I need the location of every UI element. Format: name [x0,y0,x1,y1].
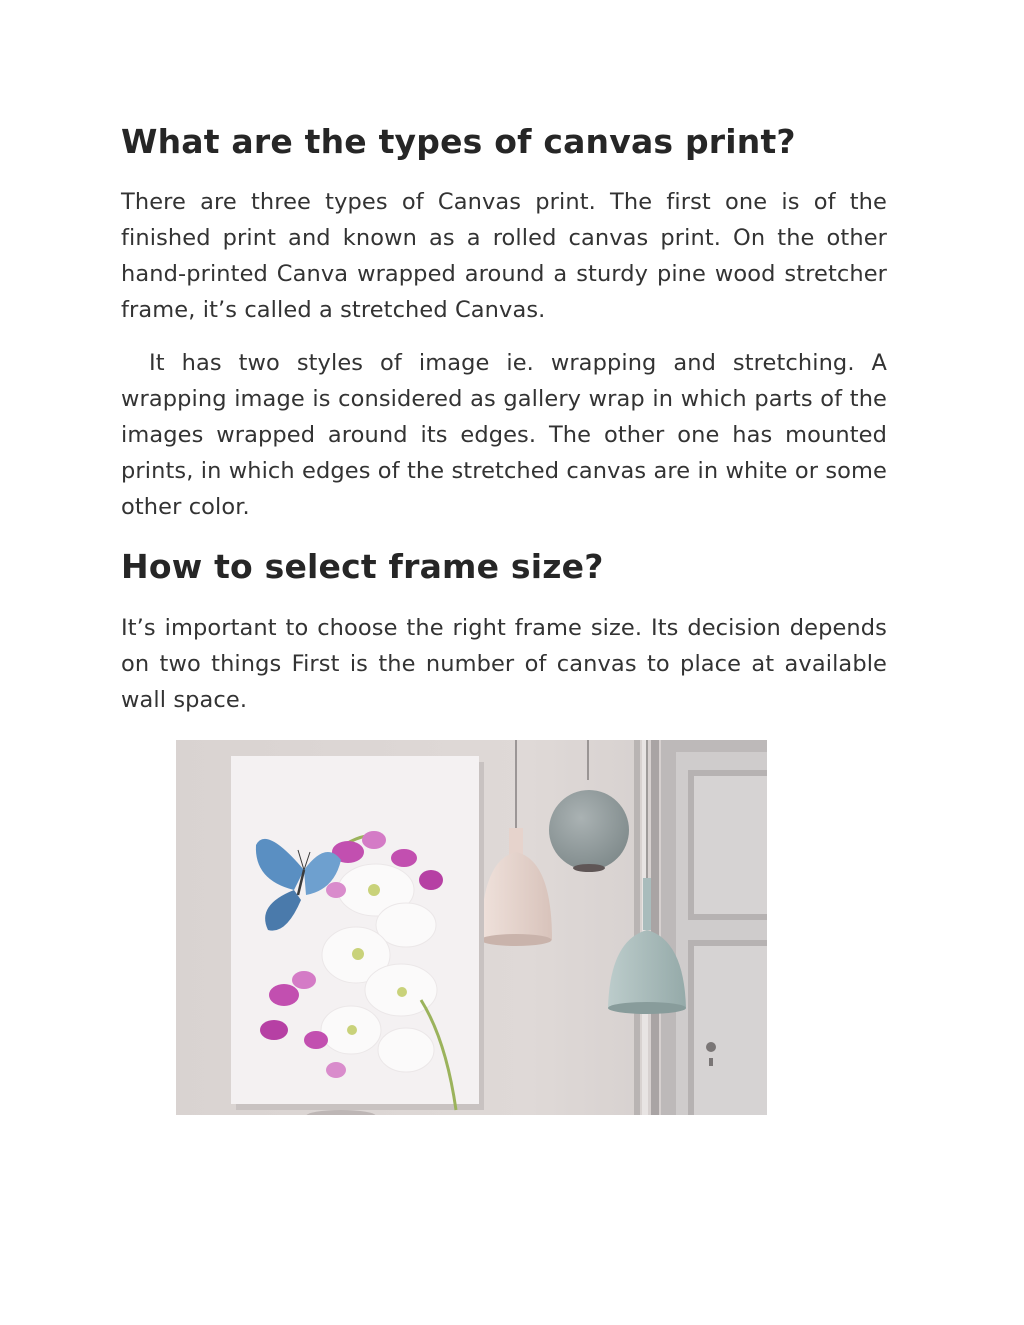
paragraph-image-styles: It has two styles of image ie. wrapping and stretching. A wrapping image is considered as gallery wrap in which parts of the images wrapped around its edges. The other one has mounted prints, in which edges of the stretched canvas are in white or some other color. [121,350,887,520]
section-heading-canvas-types: What are the types of canvas print? [121,122,796,161]
interior-photo [176,740,767,1115]
section-heading-frame-size: How to select frame size? [121,547,604,586]
paragraph-canvas-types: There are three types of Canvas print. The first one is of the finished print and known as a rolled canvas print. On the other hand-printed Canva wrapped around a sturdy pine wood stretcher frame, it’s called a stretched Canvas. [121,189,887,323]
door-knob [706,1042,716,1052]
paragraph-frame-size: It’s important to choose the right frame size. Its decision depends on two things First is the number of canvas to place at available wall space. [121,615,887,713]
door [634,740,767,1115]
